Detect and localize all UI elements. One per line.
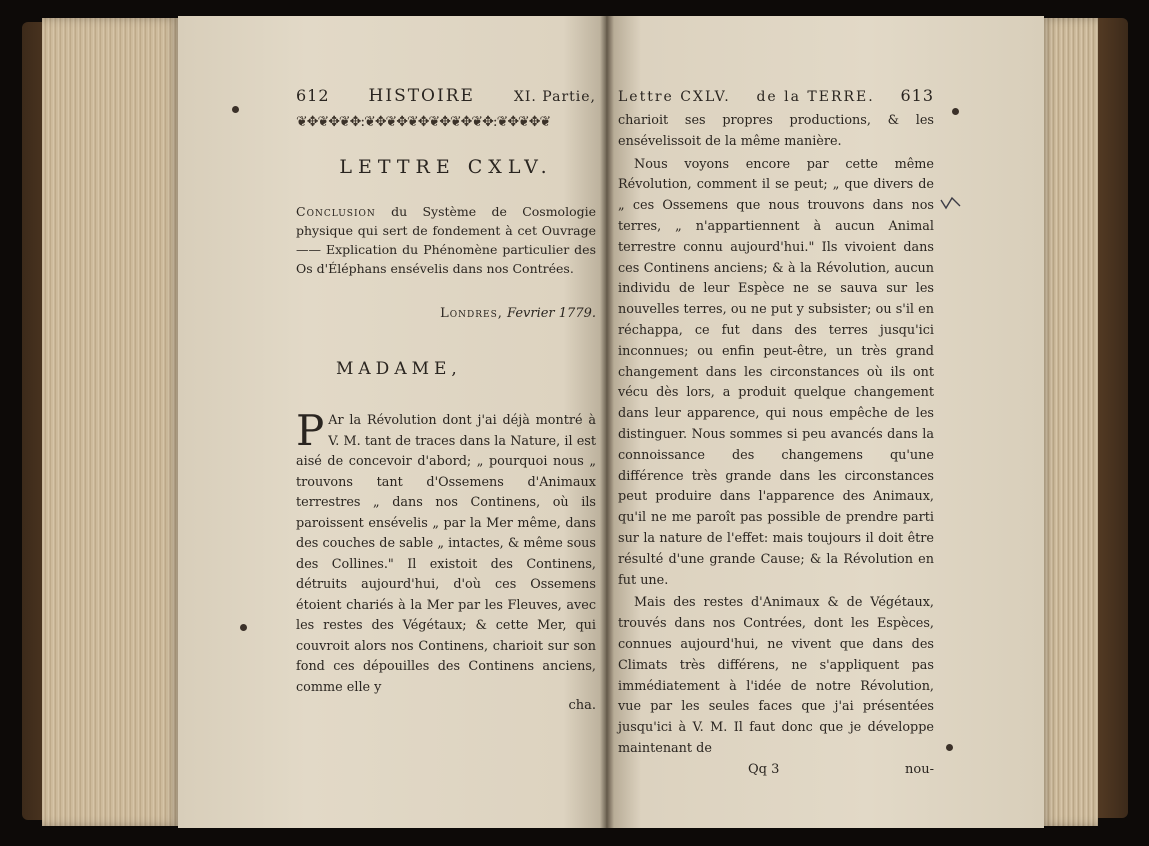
running-left-right: Lettre CXLV.: [618, 89, 731, 105]
body-text-right: [618, 111, 934, 760]
pin-hole: [232, 106, 239, 113]
page-number-right: 613: [900, 86, 934, 105]
running-head-left: [296, 86, 596, 106]
paragraph: Mais des restes d'Animaux & de Végétaux, trouvés dans nos Contrées, dont les Espèces, connues aujourd'hui, ne vivent que dans des Climats très différens, ne s'appliquent pas immédiatement à l'idée de notre Révolution, vue par les seules faces que j'ai présentées jusqu'ici à V. M. Il faut donc que je développe maintenant de: [618, 595, 934, 756]
right-page: [606, 16, 1044, 828]
page-number-left: 612: [296, 86, 330, 105]
page-edges-right: [1040, 18, 1098, 826]
signature-mark: Qq 3: [748, 761, 780, 777]
letter-summary: [296, 202, 596, 278]
summary-lead: Conclusion: [296, 204, 376, 219]
drop-cap: P: [296, 406, 325, 455]
salutation: MADAME,: [336, 359, 462, 379]
pin-hole: [952, 108, 959, 115]
body-text-left: [296, 406, 596, 698]
book-gutter: [600, 16, 614, 828]
catchword-left: cha.: [568, 698, 596, 713]
ornamental-border: ❦✥❦✥❦✥:❦✥❦✥❦✥❦✥❦✥❦✥:❦✥❦✥❦: [296, 114, 551, 130]
dateline-place: Londres,: [440, 306, 503, 321]
margin-checkmark: [940, 196, 962, 217]
left-page: [178, 16, 606, 828]
pin-hole: [946, 744, 953, 751]
running-head-right: [618, 86, 934, 105]
paragraph: charioit ses propres productions, & les ensévelissoit de la même manière.: [618, 113, 934, 149]
catchword-right: nou-: [905, 761, 934, 777]
running-title-right: de la TERRE.: [756, 89, 875, 105]
dateline-date: Fevrier 1779.: [507, 306, 596, 321]
running-subtitle-left: XI. Partie,: [513, 89, 596, 105]
body-paragraph-left: Ar la Révolution dont j'ai déjà montré à V. M. tant de traces dans la Nature, il est aisé de concevoir d'abord; „ pourquoi nous „ trouvons tant d'Ossemens d'Animaux terrestres „ dans nos Continens, où ils paroissent ensévelis „ par la Mer même, dans des couches de sable „ intactes, & même sous des Collines." Il existoit des Continens, détruits aujourd'hui, d'où ces Ossemens étoient chariés à la Mer par les Fleuves, avec les restes des Végétaux; & cette Mer, qui couvroit alors nos Continens, charioit sur son fond ces dépouilles des Continens anciens, comme elle y: [296, 413, 596, 695]
pin-hole: [240, 624, 247, 631]
running-title-left: HISTOIRE: [368, 86, 475, 106]
paragraph: Nous voyons encore par cette même Révolution, comment il se peut; „ que divers de „ ces Ossemens que nous trouvons dans nos terres, „ n'appartiennent à aucun Animal terrestre connu aujourd'hui." Ils vivoient dans ces Continens anciens; & à la Révolution, aucun individu de leur Espèce ne se sauva sur les nouvelles terres, ou ne put y subsister; ou s'il en réchappa, ce fut dans des terres jusqu'ici inconnues; ou enfin peut-être, un très grand changement dans les circonstances où ils ont vécu dès lors, a produit quelque changement dans leur apparence, qui nous empêche de les distinguer. Nous sommes si peu avancés dans la connoissance des changemens qu'une différence très grande dans les circonstances peut produire dans l'apparence des Animaux, qu'il ne me paroît pas possible de prendre parti sur la nature de l'effet: mais toujours il doit être résulté d'une grande Cause; & la Révolution en fut une.: [618, 156, 934, 588]
letter-title: LETTRE CXLV.: [339, 156, 553, 178]
dateline: [296, 306, 596, 321]
footer-right: [618, 762, 934, 777]
page-edges-left: [42, 18, 180, 826]
summary-text: du Système de Cosmologie physique qui sert de fondement à cet Ouvrage —— Explication du Phénomène particulier des Os d'Éléphans ensévelis dans nos Contrées.: [296, 204, 596, 276]
